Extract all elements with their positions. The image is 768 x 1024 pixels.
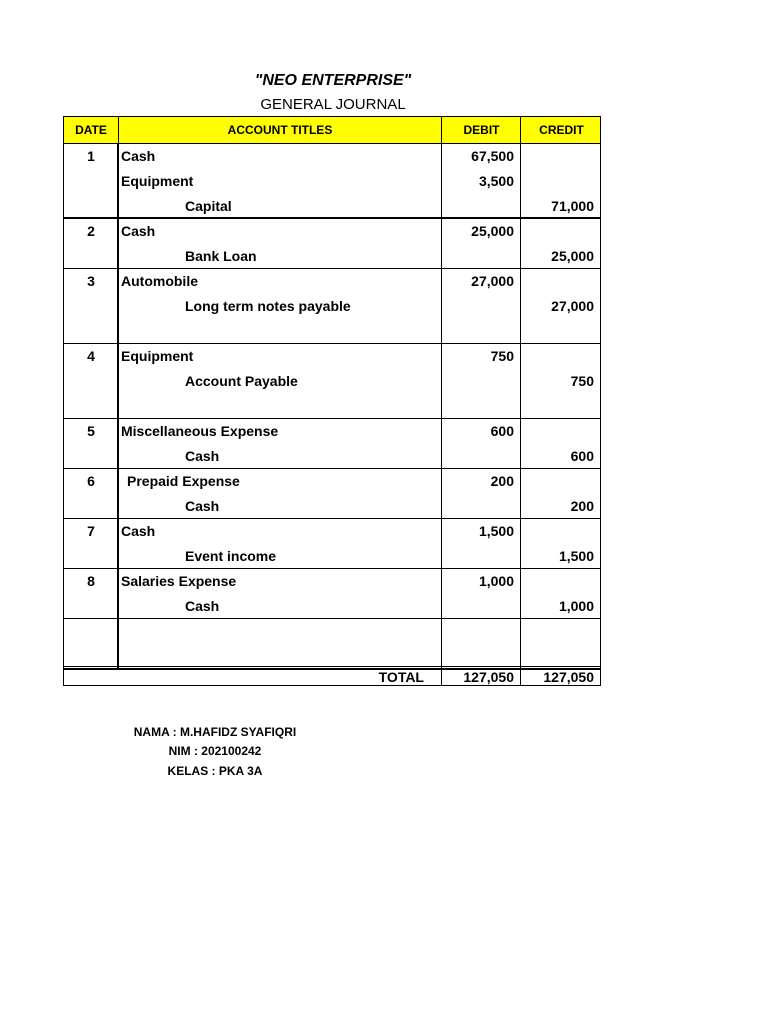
column-divider	[520, 269, 521, 343]
debit-account: Salaries Expense	[121, 573, 237, 589]
column-divider	[441, 269, 442, 343]
credit-account: Cash	[185, 598, 220, 614]
debit-account: Equipment	[121, 348, 194, 364]
student-nim: NIM : 202100242	[168, 744, 262, 758]
journal-entry	[64, 344, 600, 419]
entry-date: 7	[87, 523, 95, 539]
column-divider	[441, 469, 442, 518]
column-divider	[441, 144, 442, 217]
header-debit: DEBIT	[463, 123, 500, 137]
journal-entries	[64, 144, 600, 669]
column-divider	[117, 619, 119, 668]
debit-account: Equipment	[121, 173, 194, 189]
journal-entry	[64, 144, 600, 219]
column-divider	[117, 144, 119, 217]
total-row	[63, 666, 601, 686]
student-name: NAMA : M.HAFIDZ SYAFIQRI	[133, 725, 297, 739]
column-divider	[441, 419, 442, 468]
column-divider	[520, 469, 521, 518]
entry-date: 3	[87, 273, 95, 289]
column-divider	[441, 569, 442, 618]
column-divider	[117, 419, 119, 468]
credit-amount: 600	[570, 448, 594, 464]
table-header-row	[64, 117, 600, 144]
credit-amount: 200	[570, 498, 594, 514]
column-divider	[441, 219, 442, 268]
column-divider	[441, 519, 442, 568]
column-divider	[117, 269, 119, 343]
debit-amount: 200	[490, 473, 514, 489]
column-divider	[520, 219, 521, 268]
header-divider	[520, 117, 521, 143]
debit-amount: 1,000	[478, 573, 514, 589]
general-journal-table	[63, 116, 601, 670]
column-divider	[520, 569, 521, 618]
column-divider	[520, 619, 521, 668]
credit-amount: 25,000	[551, 248, 594, 264]
header-account-titles: ACCOUNT TITLES	[227, 123, 333, 137]
credit-amount: 1,000	[558, 598, 594, 614]
column-divider	[441, 619, 442, 668]
debit-amount: 600	[490, 423, 514, 439]
entry-date: 6	[87, 473, 95, 489]
column-divider	[117, 569, 119, 618]
header-divider	[441, 117, 442, 143]
column-divider	[520, 519, 521, 568]
debit-amount: 25,000	[471, 223, 514, 239]
entry-date: 1	[87, 148, 95, 164]
column-divider	[520, 344, 521, 418]
journal-entry	[64, 269, 600, 344]
debit-account: Cash	[121, 523, 156, 539]
entry-date: 2	[87, 223, 95, 239]
credit-account: Account Payable	[185, 373, 298, 389]
debit-amount: 3,500	[478, 173, 514, 189]
journal-title: GENERAL JOURNAL	[260, 96, 406, 113]
journal-entry	[64, 469, 600, 519]
credit-account: Bank Loan	[185, 248, 257, 264]
company-name: "NEO ENTERPRISE"	[254, 72, 412, 89]
column-divider	[520, 144, 521, 217]
credit-account: Cash	[185, 498, 220, 514]
debit-account: Automobile	[121, 273, 198, 289]
journal-entry	[64, 219, 600, 269]
debit-account: Cash	[121, 148, 156, 164]
credit-amount: 27,000	[551, 298, 594, 314]
total-debit: 127,050	[463, 669, 514, 685]
student-class: KELAS : PKA 3A	[167, 764, 263, 778]
column-divider	[117, 469, 119, 518]
header-date: DATE	[75, 123, 107, 137]
debit-account: Miscellaneous Expense	[121, 423, 279, 439]
total-label: TOTAL	[378, 669, 424, 685]
entry-date: 8	[87, 573, 95, 589]
total-credit: 127,050	[543, 669, 594, 685]
credit-amount: 750	[570, 373, 594, 389]
header-credit: CREDIT	[539, 123, 584, 137]
journal-entry	[64, 569, 600, 619]
credit-account: Capital	[185, 198, 232, 214]
column-divider	[520, 419, 521, 468]
debit-amount: 27,000	[471, 273, 514, 289]
credit-account: Cash	[185, 448, 220, 464]
column-divider	[117, 344, 119, 418]
header-divider	[118, 117, 119, 143]
total-divider	[520, 667, 521, 685]
journal-entry	[64, 519, 600, 569]
debit-amount: 1,500	[478, 523, 514, 539]
debit-account: Prepaid Expense	[127, 473, 240, 489]
debit-amount: 750	[490, 348, 514, 364]
journal-entry	[64, 419, 600, 469]
debit-account: Cash	[121, 223, 156, 239]
entry-date: 5	[87, 423, 95, 439]
column-divider	[117, 519, 119, 568]
entry-date: 4	[87, 348, 95, 364]
credit-amount: 1,500	[558, 548, 594, 564]
debit-amount: 67,500	[471, 148, 514, 164]
credit-amount: 71,000	[551, 198, 594, 214]
credit-account: Long term notes payable	[185, 298, 351, 314]
column-divider	[441, 344, 442, 418]
column-divider	[117, 219, 119, 268]
credit-account: Event income	[185, 548, 277, 564]
journal-entry	[64, 619, 600, 669]
total-divider	[441, 667, 442, 685]
